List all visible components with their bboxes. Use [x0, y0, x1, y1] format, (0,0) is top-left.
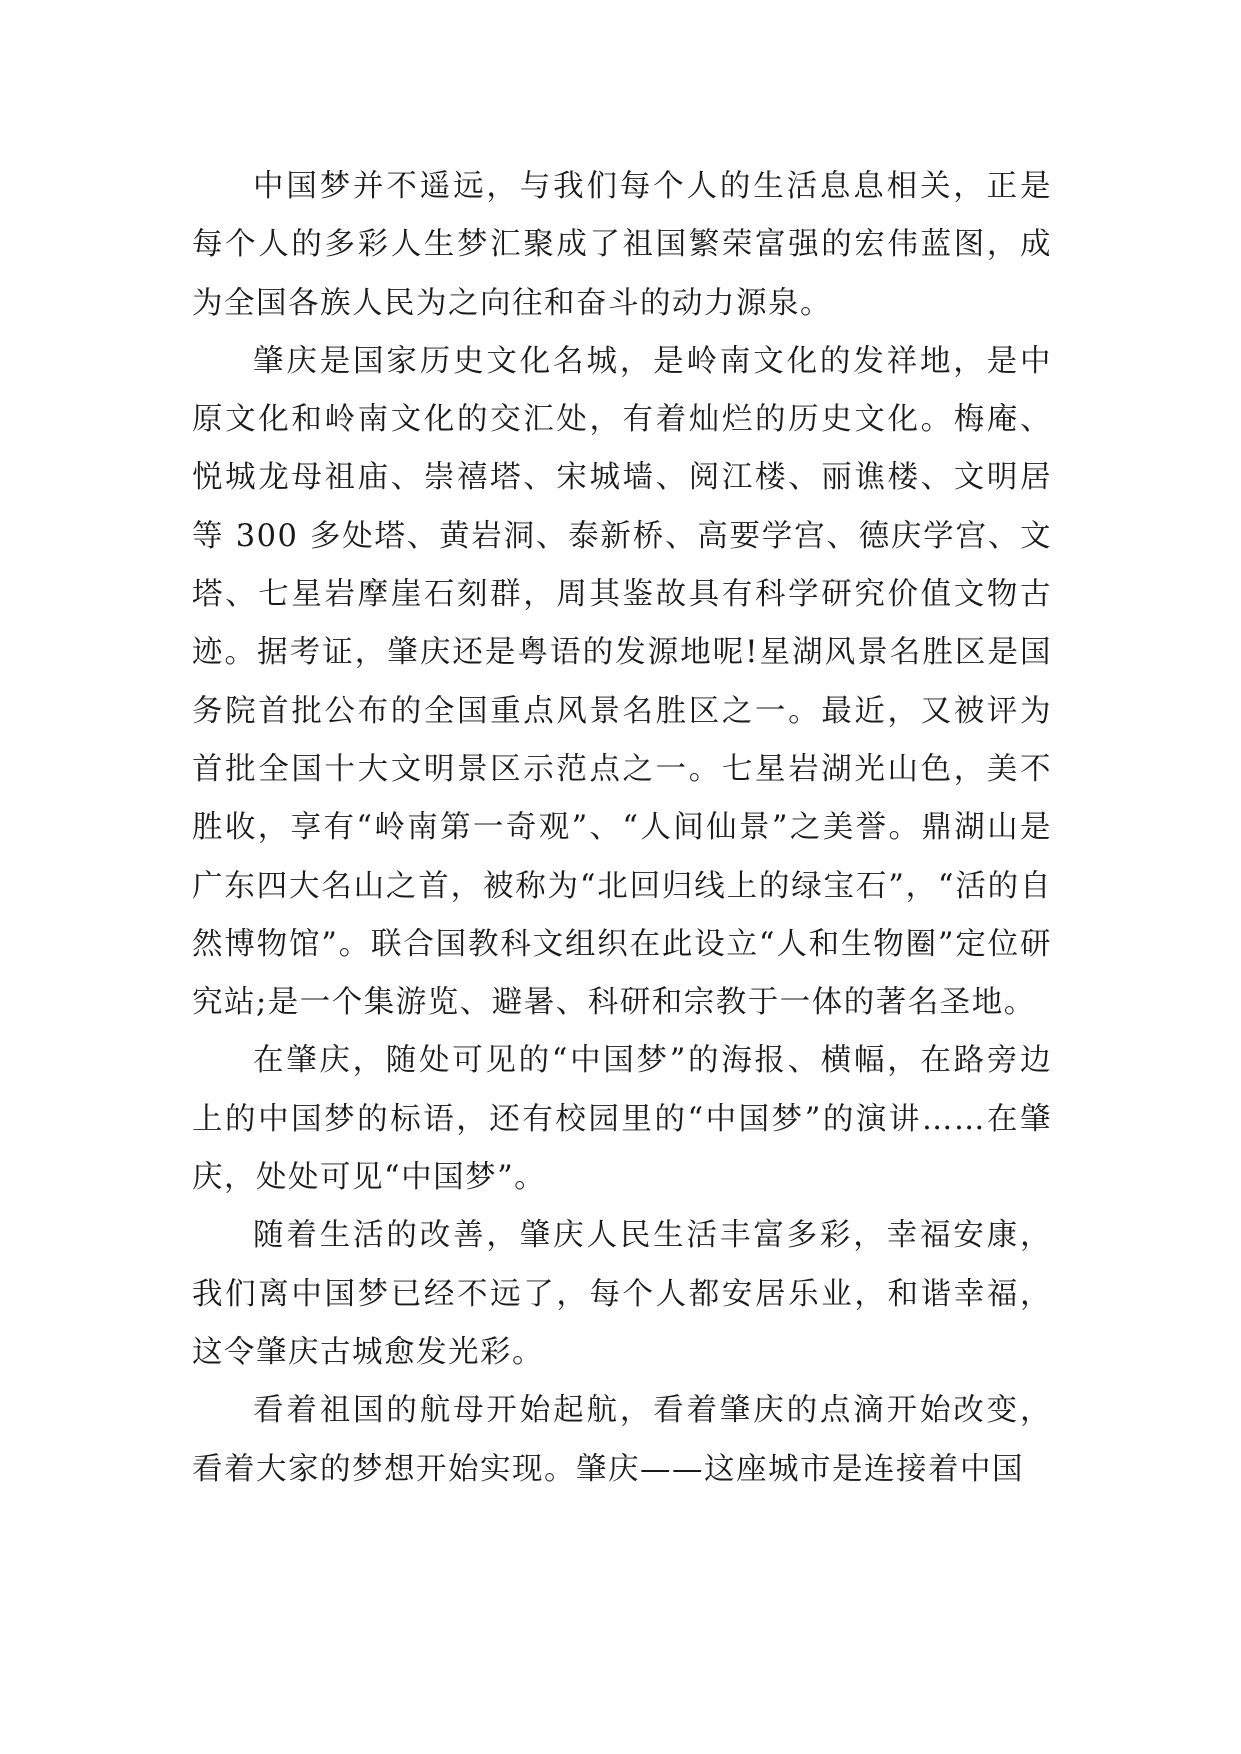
paragraph-1: 中国梦并不遥远，与我们每个人的生活息息相关，正是每个人的多彩人生梦汇聚成了祖国繁荣富强的宏伟蓝图，成为全国各族人民为之向往和奋斗的动力源泉。	[192, 169, 1052, 321]
paragraph-5: 看着祖国的航母开始起航，看着肇庆的点滴开始改变，看着大家的梦想开始实现。肇庆——这座城市是连接着中国	[192, 1393, 1052, 1487]
paragraph-4: 随着生活的改善，肇庆人民生活丰富多彩，幸福安康，我们离中国梦已经不远了，每个人都安居乐业，和谐幸福，这令肇庆古城愈发光彩。	[192, 1218, 1052, 1370]
document-body	[192, 158, 1052, 1499]
paragraph-3: 在肇庆，随处可见的“中国梦”的海报、横幅，在路旁边上的中国梦的标语，还有校园里的“中国梦”的演讲……在肇庆，处处可见“中国梦”。	[192, 1043, 1052, 1196]
paragraph-2: 肇庆是国家历史文化名城，是岭南文化的发祥地，是中原文化和岭南文化的交汇处，有着灿烂的历史文化。梅庵、悦城龙母祖庙、崇禧塔、宋城墙、阅江楼、丽谯楼、文明居等 300 多处塔、黄岩洞、泰新桥、高要学宫、德庆学宫、文塔、七星岩摩崖石刻群，周其鉴故具有科学研究价值文物古迹。据考证，肇庆还是粤语的发源地呢!星湖风景名胜区是国务院首批公布的全国重点风景名胜区之一。最近，又被评为首批全国十大文明景区示范点之一。七星岩湖光山色，美不胜收，享有“岭南第一奇观”、“人间仙景”之美誉。鼎湖山是广东四大名山之首，被称为“北回归线上的绿宝石”，“活的自然博物馆”。联合国教科文组织在此设立“人和生物圈”定位研究站;是一个集游览、避暑、科研和宗教于一体的著名圣地。	[192, 343, 1052, 1021]
